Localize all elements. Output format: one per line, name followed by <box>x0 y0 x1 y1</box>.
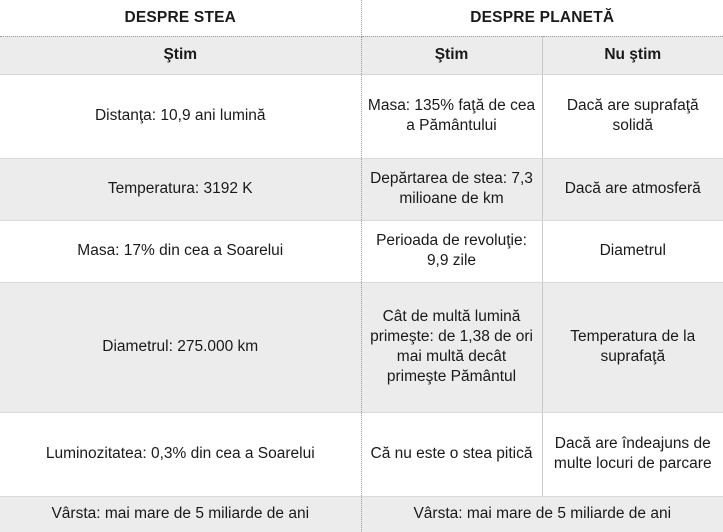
planet-unknown-header: Nu ştim <box>542 36 723 74</box>
star-fact-cell: Temperatura: 3192 K <box>0 158 361 220</box>
planet-section-header: DESPRE PLANETĂ <box>361 0 723 36</box>
table-footer-row <box>0 496 723 532</box>
planet-known-cell: Că nu este o stea pitică <box>361 412 542 496</box>
planet-unknown-cell: Dacă are atmosferă <box>542 158 723 220</box>
star-fact-cell: Diametrul: 275.000 km <box>0 282 361 412</box>
planet-known-header: Ştim <box>361 36 542 74</box>
planet-known-cell: Perioada de revoluţie: 9,9 zile <box>361 220 542 282</box>
table-row <box>0 74 723 158</box>
table-row <box>0 220 723 282</box>
table-row <box>0 282 723 412</box>
planet-unknown-cell: Temperatura de la suprafaţă <box>542 282 723 412</box>
planet-known-cell: Cât de multă lumină primeşte: de 1,38 de ori mai multă decât primeşte Pământul <box>361 282 542 412</box>
star-section-header: DESPRE STEA <box>0 0 361 36</box>
star-known-header: Ştim <box>0 36 361 74</box>
planet-age-cell: Vârsta: mai mare de 5 miliarde de ani <box>361 496 723 532</box>
star-age-cell: Vârsta: mai mare de 5 miliarde de ani <box>0 496 361 532</box>
planet-unknown-cell: Dacă are suprafaţă solidă <box>542 74 723 158</box>
table-subheader-row <box>0 36 723 74</box>
planet-known-cell: Masa: 135% faţă de cea a Pământului <box>361 74 542 158</box>
table-title-row <box>0 0 723 36</box>
planet-unknown-cell: Diametrul <box>542 220 723 282</box>
star-fact-cell: Distanţa: 10,9 ani lumină <box>0 74 361 158</box>
planet-unknown-cell: Dacă are îndeajuns de multe locuri de parcare <box>542 412 723 496</box>
star-fact-cell: Luminozitatea: 0,3% din cea a Soarelui <box>0 412 361 496</box>
star-fact-cell: Masa: 17% din cea a Soarelui <box>0 220 361 282</box>
planet-known-cell: Depărtarea de stea: 7,3 milioane de km <box>361 158 542 220</box>
table-row <box>0 412 723 496</box>
table-row <box>0 158 723 220</box>
